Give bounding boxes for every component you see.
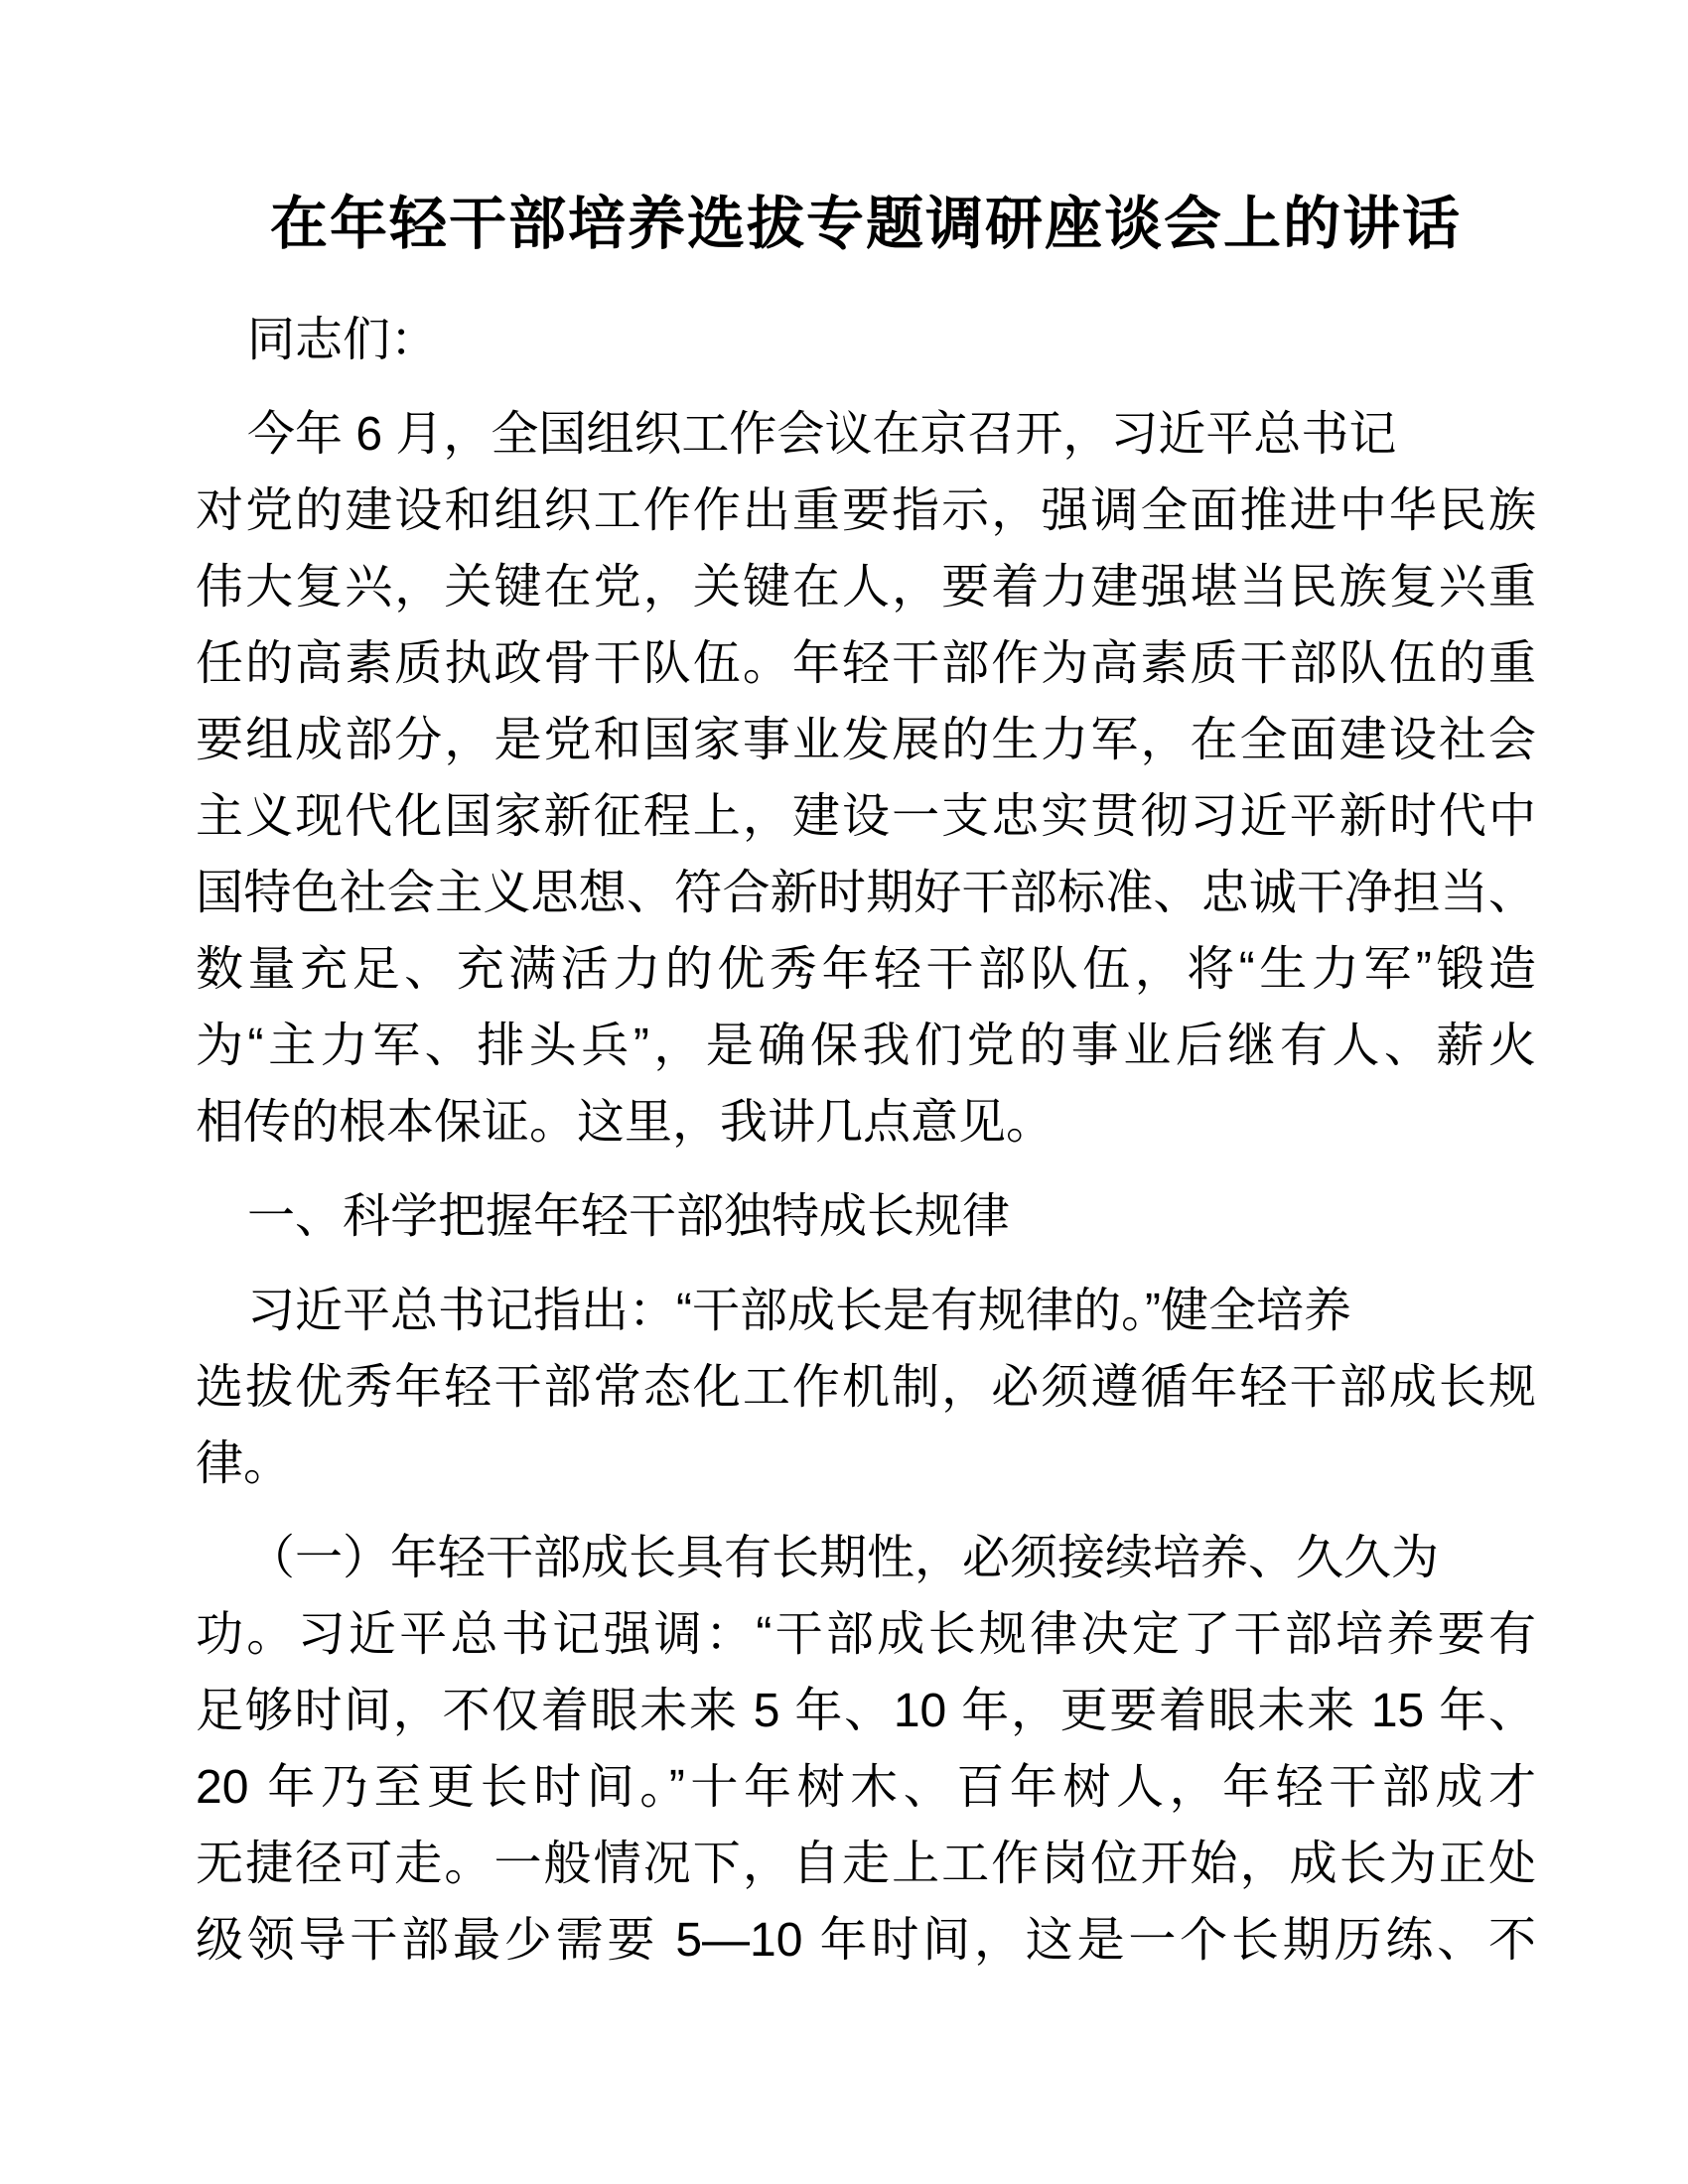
text-line: 功。习近平总书记强调：“干部成长规律决定了干部培养要有 (196, 1608, 1536, 1661)
text-line: 律。 (196, 1437, 292, 1490)
text-line: 选拔优秀年轻干部常态化工作机制，必须遵循年轻干部成长规 (196, 1361, 1536, 1414)
text-line: 足够时间，不仅着眼未来 5 年、10 年，更要着眼未来 15 年、 (196, 1685, 1536, 1737)
text-line: 相传的根本保证。这里，我讲几点意见。 (196, 1096, 1055, 1149)
text-line: 要组成部分，是党和国家事业发展的生力军，在全面建设社会 (196, 714, 1536, 766)
text-line: 对党的建设和组织工作作出重要指示，强调全面推进中华民族 (196, 484, 1536, 537)
text-line: 习近平总书记指出：“干部成长是有规律的。”健全培养 (247, 1285, 1351, 1337)
text-line: 级领导干部最少需要 5—10 年时间，这是一个长期历练、不 (196, 1914, 1536, 1967)
paragraph (196, 1178, 1536, 1255)
document-body (196, 302, 1536, 1979)
text-line: （一）年轻干部成长具有长期性，必须接续培养、久久为 (247, 1532, 1440, 1584)
document-title: 在年轻干部培养选拔专题调研座谈会上的讲话 (269, 192, 1462, 256)
text-line: 一、科学把握年轻干部独特成长规律 (247, 1190, 1011, 1243)
paragraph (196, 396, 1536, 1160)
text-line: 无捷径可走。一般情况下，自走上工作岗位开始，成长为正处 (196, 1838, 1536, 1890)
text-line: 为“主力军、排头兵”，是确保我们党的事业后继有人、薪火 (196, 1020, 1536, 1072)
text-line: 数量充足、充满活力的优秀年轻干部队伍，将“生力军”锻造 (196, 943, 1536, 996)
paragraph (196, 1520, 1536, 1979)
text-line: 同志们： (247, 314, 439, 366)
text-line: 国特色社会主义思想、符合新时期好干部标准、忠诚干净担当、 (196, 867, 1536, 919)
text-line: 伟大复兴，关键在党，关键在人，要着力建强堪当民族复兴重 (196, 561, 1536, 614)
text-line: 20 年乃至更长时间。”十年树木、百年树人，年轻干部成才 (196, 1761, 1536, 1814)
text-line: 今年 6 月，全国组织工作会议在京召开，习近平总书记 (247, 408, 1397, 461)
paragraph (196, 302, 1536, 378)
text-line: 主义现代化国家新征程上，建设一支忠实贯彻习近平新时代中 (196, 790, 1536, 843)
paragraph (196, 1273, 1536, 1502)
text-line: 任的高素质执政骨干队伍。年轻干部作为高素质干部队伍的重 (196, 637, 1536, 690)
